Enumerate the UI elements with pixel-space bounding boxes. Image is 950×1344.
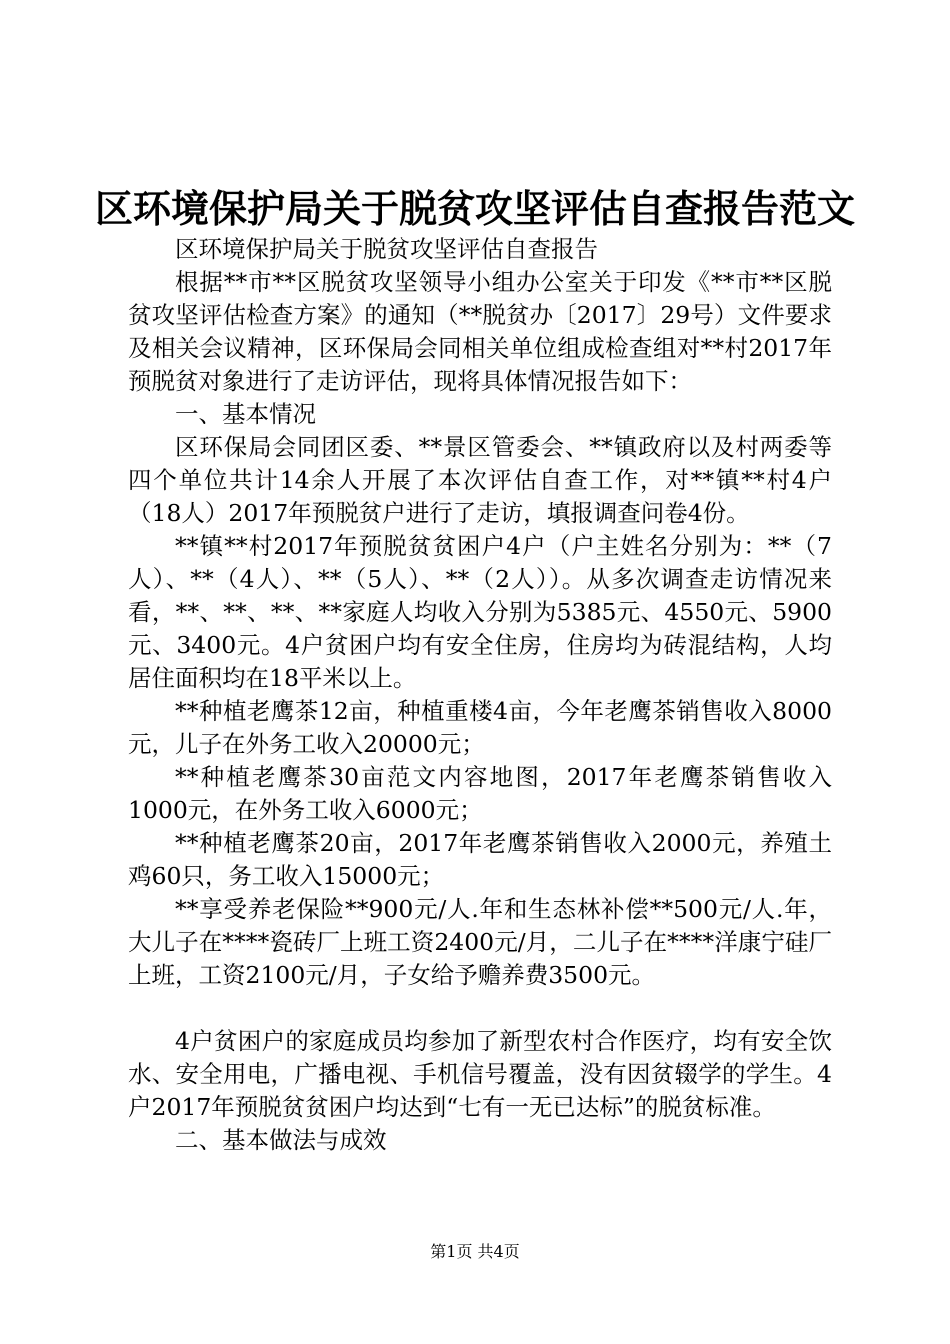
- paragraph-household-2: **种植老鹰茶30亩范文内容地图，2017年老鹰茶销售收入1000元，在外务工收入6000元；: [128, 763, 832, 824]
- report-subtitle: 区环境保护局关于脱贫攻坚评估自查报告: [175, 235, 598, 263]
- paragraph-household-income: **镇**村2017年预脱贫贫困户4户（户主姓名分别为：**（7人）、**（4人）、**（5人）、**（2人））。从多次调查走访情况来看，**、**、**、**家庭人均收入分别为5385元、4550元、5900元、3400元。4户贫困户均有安全住房，住房均为砖混结构，人均居住面积均在18平米以上。: [128, 532, 832, 692]
- paragraph-household-3: **种植老鹰茶20亩，2017年老鹰茶销售收入2000元，养殖土鸡60只，务工收入15000元；: [128, 829, 832, 890]
- paragraph-standards: 4户贫困户的家庭成员均参加了新型农村合作医疗，均有安全饮水、安全用电，广播电视、手机信号覆盖，没有因贫辍学的学生。4户2017年预脱贫贫困户均达到“七有一无已达标”的脱贫标准。: [128, 1027, 832, 1121]
- document-body: [128, 233, 832, 1157]
- section-heading-basic-situation: 一、基本情况: [175, 400, 316, 428]
- document-title: 区环境保护局关于脱贫攻坚评估自查报告范文: [94, 186, 855, 231]
- paragraph-household-4: **享受养老保险**900元/人.年和生态林补偿**500元/人.年，大儿子在****瓷砖厂上班工资2400元/月，二儿子在****洋康宁硅厂上班，工资2100元/月，子女给予赡养费3500元。: [128, 895, 832, 989]
- page-number: 第1页 共4页: [430, 1242, 520, 1261]
- intro-paragraph: 根据**市**区脱贫攻坚领导小组办公室关于印发《**市**区脱贫攻坚评估检查方案》的通知（**脱贫办〔2017〕29号）文件要求及相关会议精神，区环保局会同相关单位组成检查组对**村2017年预脱贫对象进行了走访评估，现将具体情况报告如下：: [128, 268, 832, 395]
- paragraph-work-overview: 区环保局会同团区委、**景区管委会、**镇政府以及村两委等四个单位共计14余人开展了本次评估自查工作，对**镇**村4户（18人）2017年预脱贫户进行了走访，填报调查问卷4份。: [128, 433, 832, 527]
- paragraph-household-1: **种植老鹰茶12亩，种植重楼4亩，今年老鹰茶销售收入8000元，儿子在外务工收入20000元；: [128, 697, 832, 758]
- section-heading-practices: 二、基本做法与成效: [175, 1126, 387, 1154]
